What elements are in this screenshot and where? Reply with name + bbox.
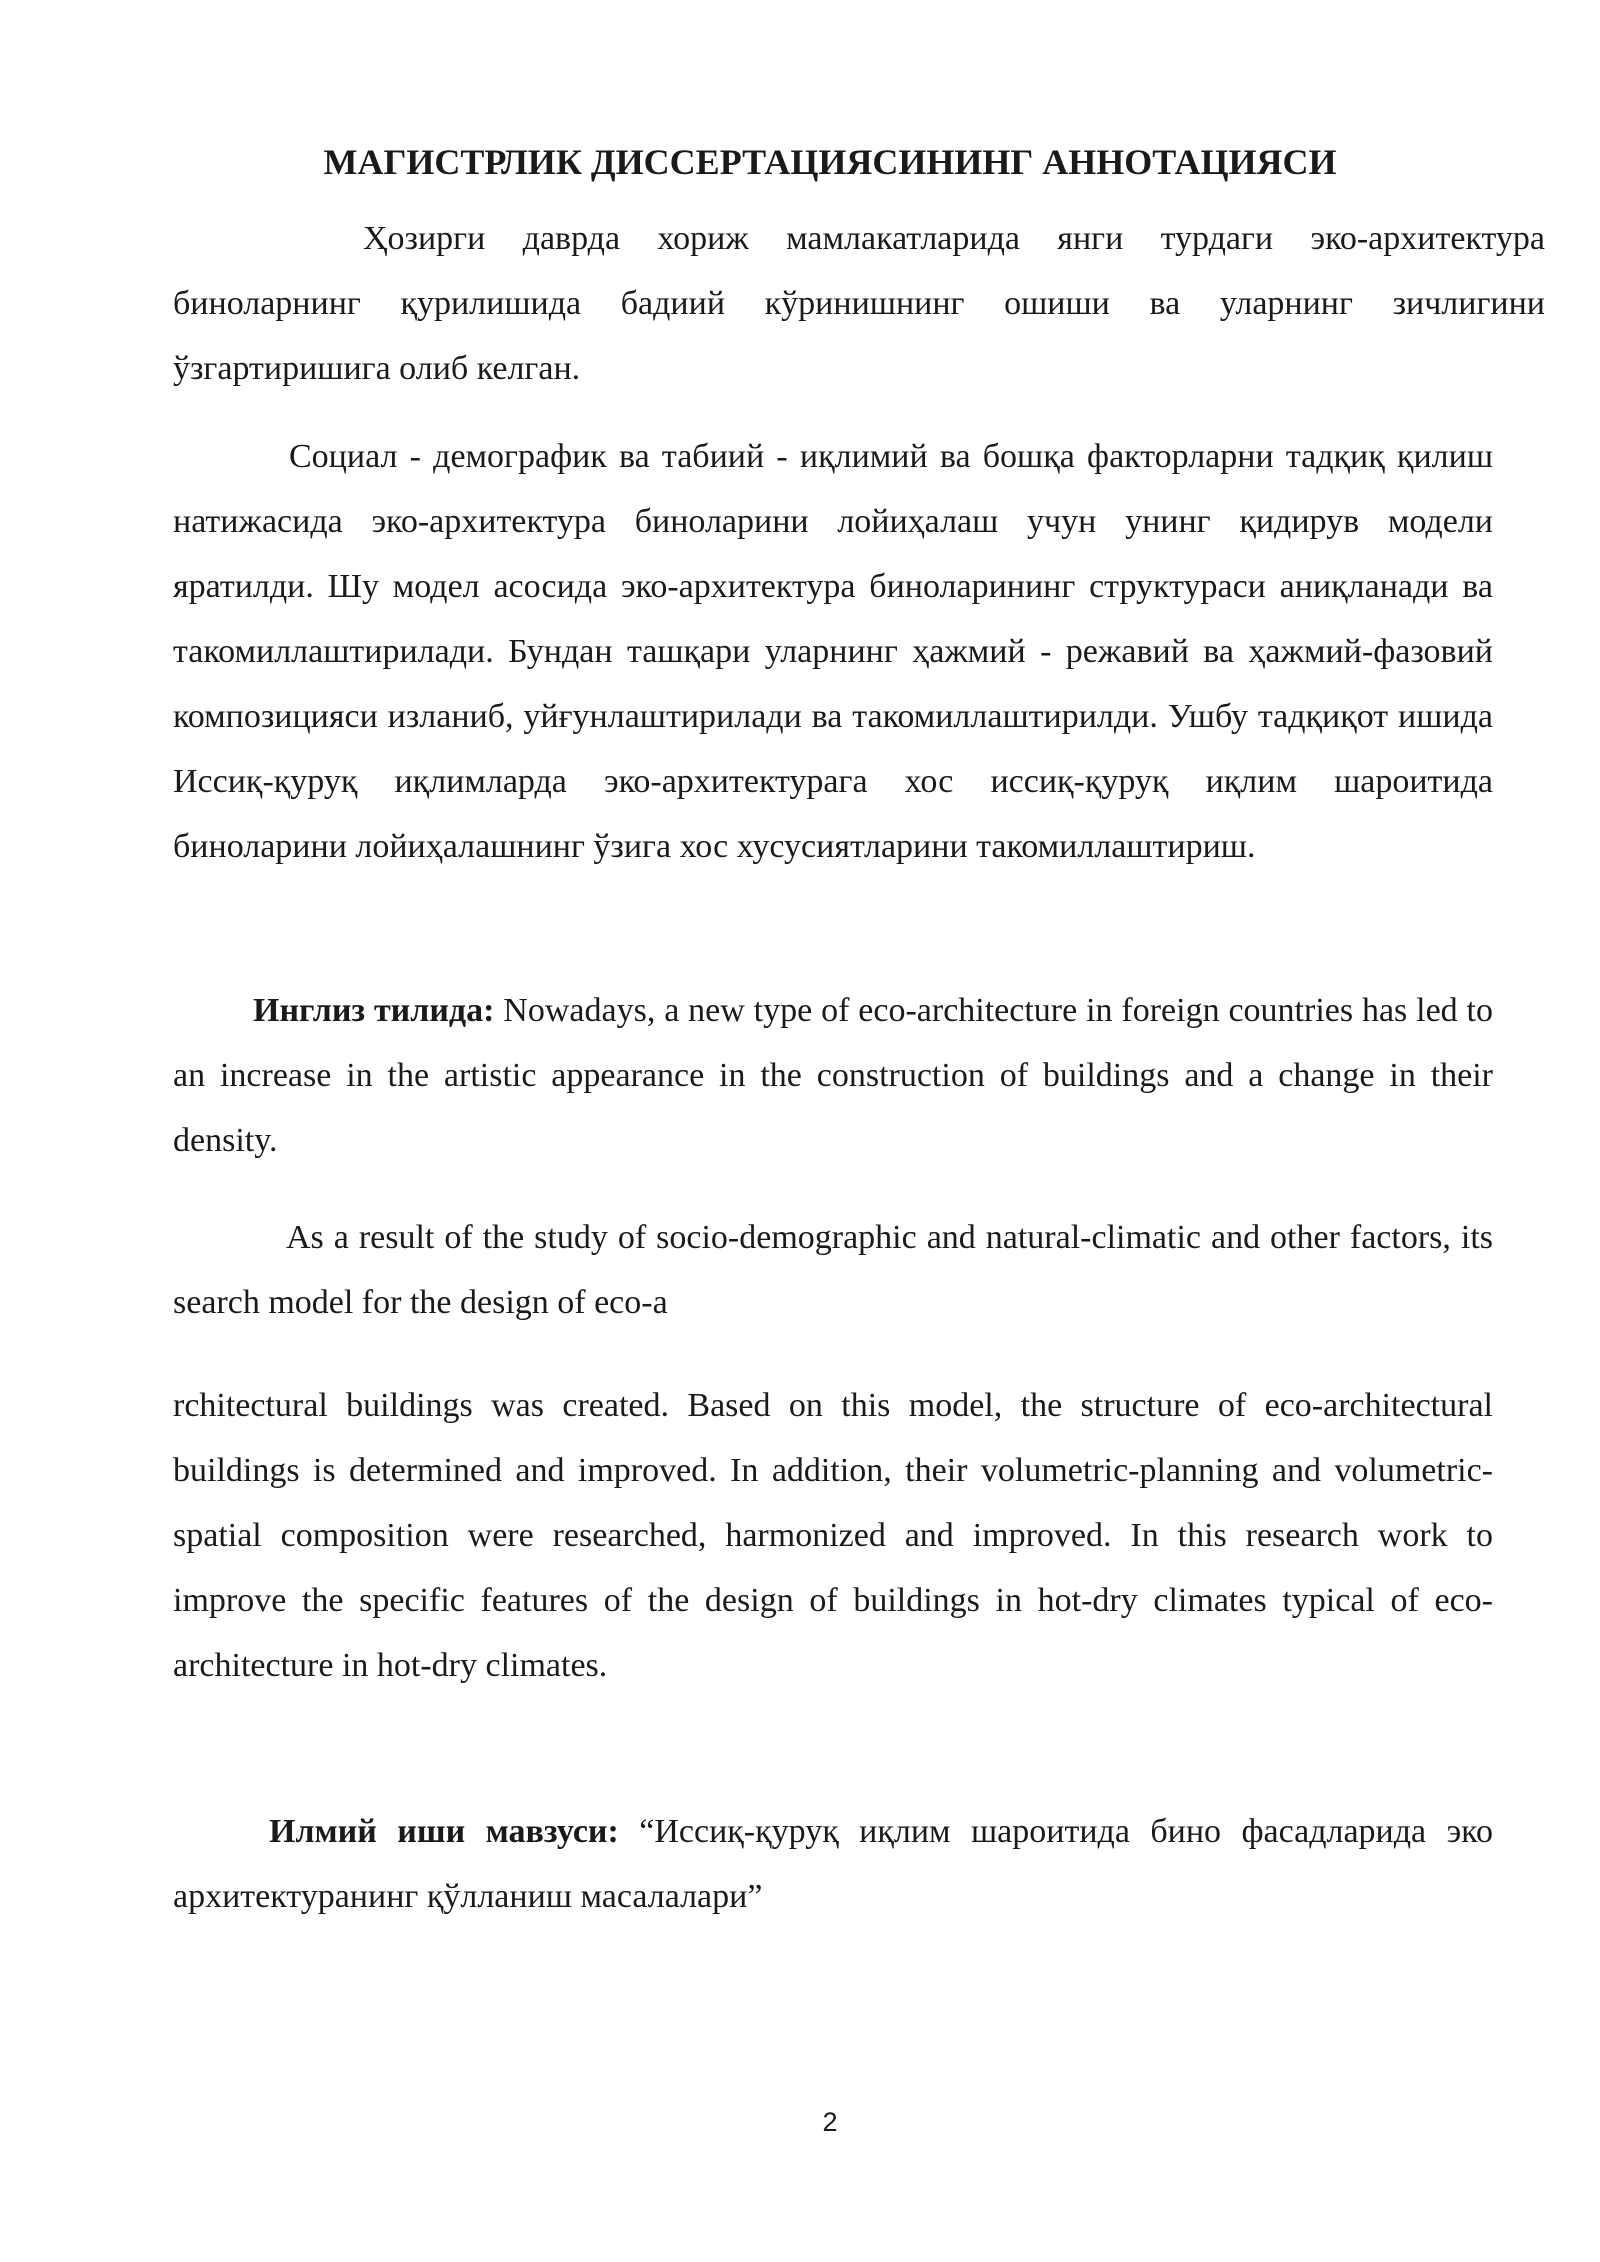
annotation-title: МАГИСТРЛИК ДИССЕРТАЦИЯСИНИНГ АННОТАЦИЯСИ <box>323 142 1337 182</box>
paragraph-en-intro <box>173 978 1493 1173</box>
topic-label: Илмий иши мавзуси: <box>269 1813 619 1850</box>
paragraph-intro: Ҳозирги даврда хориж мамлакатларида янги турдаги эко-архитектура биноларнинг қурилишида бадиий кўринишнинг ошиши ва уларнинг зичлигини ўзгартиришига олиб келган. <box>173 220 1545 387</box>
paragraph-topic <box>173 1799 1493 1929</box>
paragraph-en-body-end: rchitectural buildings was created. Based on this model, the structure of eco-architectural buildings is determined and improved. In addition, their volumetric-planning and volumetric-spatial composition were researched, harmonized and improved. In this research work to improve the specific features of the design of buildings in hot-dry climates typical of eco-architecture in hot-dry climates. <box>173 1387 1493 1684</box>
topic-text: “Иссиқ-қуруқ иқлим шароитида бино фасадларида эко архитектуранинг қўлланиш масалалари” <box>173 1813 1493 1915</box>
page-number: 2 <box>822 2107 838 2137</box>
en-intro-text: Nowadays, a new type of eco-architecture in foreign countries has led to an increase in the artistic appearance in the construction of buildings and a change in their density. <box>173 992 1493 1159</box>
en-label: Инглиз тилида: <box>253 992 495 1029</box>
paragraph-en-body-start: As a result of the study of socio-demographic and natural-climatic and other factors, its search model for the design of eco-a <box>173 1219 1493 1321</box>
paragraph-uz-body: Социал - демографик ва табиий - иқлимий ва бошқа факторларни тадқиқ қилиш натижасида эко-архитектура биноларини лойиҳалаш учун унинг қидирув модели яратилди. Шу модел асосида эко-архитектура биноларининг структураси аниқланади ва такомиллаштирилади. Бундан ташқари уларнинг ҳажмий - режавий ва ҳажмий-фазовий композицияси изланиб, уйғунлаштирилади ва такомиллаштирилди. Ушбу тадқиқот ишида Иссиқ-қуруқ иқлимларда эко-архитектурага хос иссиқ-қуруқ иқлим шароитида биноларини лойиҳалашнинг ўзига хос хусусиятларини такомиллаштириш. <box>173 438 1493 865</box>
